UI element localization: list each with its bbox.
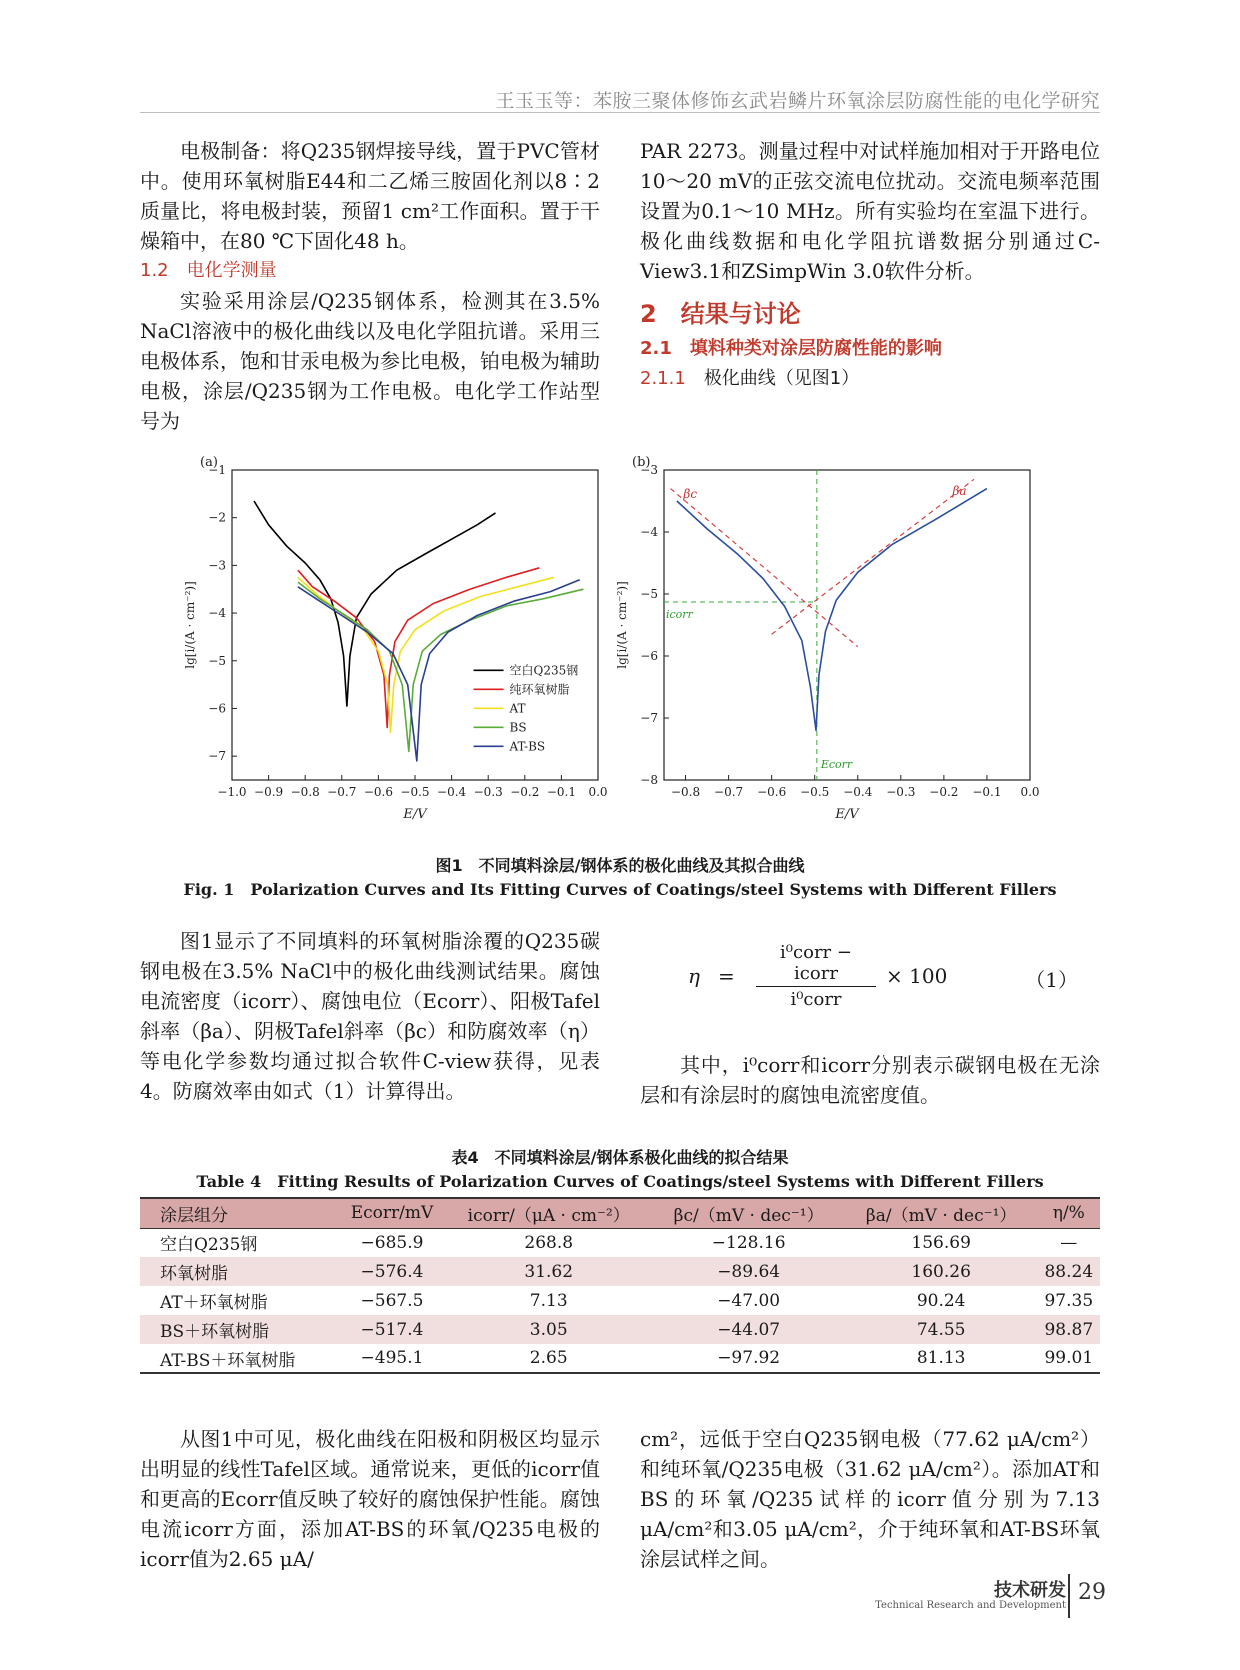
chart-a-svg — [180, 450, 630, 830]
table-cell: 88.24 — [1038, 1257, 1100, 1286]
footer-section-en: Technical Research and Development — [875, 1600, 1066, 1611]
x-tick-label: 0.0 — [1020, 785, 1040, 799]
x-tick-label: −0.9 — [254, 785, 284, 799]
table-cell: −576.4 — [339, 1257, 445, 1286]
legend-label: 纯环氧树脂 — [509, 682, 570, 697]
footer-divider — [1068, 1574, 1070, 1618]
left-column-mid — [140, 926, 600, 1106]
beta-a-label: βa — [952, 483, 967, 498]
table-cell: 3.05 — [445, 1315, 653, 1344]
table-cell: 7.13 — [529, 1290, 568, 1311]
x-tick-label: −0.2 — [929, 785, 959, 799]
equation-equals: = — [718, 964, 735, 988]
table-header-cell: icorr/（μA · cm⁻²） — [445, 1198, 653, 1228]
x-tick-label: −1.0 — [217, 785, 247, 799]
paragraph-discussion-1: 从图1中可见，极化曲线在阳极和阴极区均显示出明显的线性Tafel区域。通常说来，更低的icorr值和更高的Ecorr值反映了较好的腐蚀保护性能。腐蚀电流icorr方面，添加AT-BS的环氧/Q235电极的icorr值为2.65 μA/ — [140, 1427, 600, 1571]
right-column-top — [640, 136, 1100, 394]
table-cell: −685.9 — [360, 1232, 424, 1253]
x-tick-label: −0.6 — [757, 785, 787, 799]
table-header-cell: 涂层组分 — [140, 1198, 339, 1228]
table-cell: 268.8 — [524, 1232, 574, 1253]
y-tick-label: −7 — [640, 711, 658, 725]
paragraph-discussion-2: cm²，远低于空白Q235钢电极（77.62 μA/cm²）和纯环氧/Q235电极（31.62 μA/cm²）。添加AT和BS的环氧/Q235试样的icorr值分别为7.13 μA/cm²和3.05 μA/cm²，介于纯环氧和AT-BS环氧涂层试样之间。 — [640, 1427, 1100, 1571]
table-cell: — — [1060, 1232, 1078, 1253]
equation-number: （1） — [1025, 968, 1078, 992]
table-cell: −567.5 — [360, 1290, 424, 1311]
table-cell: 31.62 — [445, 1257, 653, 1286]
series-line — [671, 486, 858, 647]
panel-label: (a) — [200, 455, 218, 470]
table-cell: 156.69 — [911, 1232, 971, 1253]
table-row — [140, 1286, 1100, 1315]
running-header: 王玉玉等：苯胺三聚体修饰玄武岩鳞片环氧涂层防腐性能的电化学研究 — [495, 90, 1100, 112]
x-tick-label: −0.4 — [843, 785, 873, 799]
table-cell: 98.87 — [1038, 1315, 1100, 1344]
y-tick-label: −4 — [640, 525, 658, 539]
table-cell: −495.1 — [339, 1344, 445, 1373]
x-tick-label: −0.8 — [290, 785, 320, 799]
x-tick-label: −0.1 — [972, 785, 1002, 799]
x-tick-label: −0.3 — [473, 785, 503, 799]
ecorr-label: Ecorr — [820, 758, 853, 771]
series-line — [677, 486, 987, 731]
table-row — [140, 1228, 1100, 1257]
legend-label: 空白Q235钢 — [509, 663, 579, 678]
table-cell: BS＋环氧树脂 — [140, 1315, 339, 1344]
table-cell: 81.13 — [845, 1344, 1038, 1373]
table-header-cell: βa/（mV · dec⁻¹） — [845, 1198, 1038, 1228]
section-heading-2: 2 结果与讨论 — [640, 300, 801, 328]
equation-numerator: i⁰corr − icorr — [756, 942, 876, 987]
table-caption-en: Table 4 Fitting Results of Polarization Curves of Coatings/steel Systems with Different Fillers — [196, 1172, 1044, 1191]
x-axis-label: E/V — [403, 807, 427, 822]
table-cell: 环氧树脂 — [140, 1257, 339, 1286]
y-tick-label: −2 — [208, 510, 226, 525]
table-cell: −89.64 — [653, 1257, 845, 1286]
paragraph-measurement: 实验采用涂层/Q235钢体系，检测其在3.5% NaCl溶液中的极化曲线以及电化学阻抗谱。采用三电极体系，饱和甘汞电极为参比电极，铂电极为辅助电极，涂层/Q235钢为工作电极。电化学工作站型号为 — [140, 289, 600, 433]
paragraph-electrode-prep: 电极制备：将Q235钢焊接导线，置于PVC管材中。使用环氧树脂E44和二乙烯三胺固化剂以8∶2质量比，将电极封装，预留1 cm²工作面积。置于干燥箱中，在80 ℃下固化48 h。 — [140, 139, 600, 253]
series-line — [772, 479, 974, 634]
table-row — [140, 1344, 1100, 1373]
x-tick-label: −0.4 — [437, 785, 467, 799]
equation-times: × 100 — [886, 964, 948, 988]
x-tick-label: −0.7 — [714, 785, 744, 799]
table-cell: −47.00 — [717, 1290, 781, 1311]
legend-label: AT — [509, 701, 526, 716]
legend-label: BS — [509, 720, 527, 735]
table-cell: −128.16 — [711, 1232, 786, 1253]
table-cell: 160.26 — [845, 1257, 1038, 1286]
x-tick-label: −0.8 — [670, 785, 701, 799]
page-number: 29 — [1078, 1580, 1106, 1605]
x-tick-label: −0.5 — [800, 785, 830, 799]
table-cell: AT＋环氧树脂 — [160, 1293, 268, 1313]
right-column-mid — [640, 1050, 1100, 1110]
chart-b — [612, 450, 1062, 830]
table-row — [140, 1257, 1100, 1286]
y-tick-label: −4 — [208, 606, 226, 621]
table-cell: 90.24 — [916, 1290, 966, 1311]
paragraph-where: 其中，i⁰corr和icorr分别表示碳钢电极在无涂层和有涂层时的腐蚀电流密度值。 — [640, 1053, 1100, 1107]
equation-denominator: i⁰corr — [790, 989, 842, 1010]
figure-caption-en: Fig. 1 Polarization Curves and Its Fitting Curves of Coatings/steel Systems with Different Fillers — [183, 880, 1057, 899]
equation-eta: η — [688, 964, 700, 988]
table-header-cell: Ecorr/mV — [339, 1198, 445, 1228]
table-row — [140, 1315, 1100, 1344]
equation-fraction — [756, 942, 876, 1010]
figure-caption-cn: 图1 不同填料涂层/钢体系的极化曲线及其拟合曲线 — [435, 856, 805, 875]
paragraph-figure1-desc: 图1显示了不同填料的环氧树脂涂覆的Q235碳钢电极在3.5% NaCl中的极化曲线测试结果。腐蚀电流密度（icorr）、腐蚀电位（Ecorr）、阳极Tafel斜率（βa）、阴极Tafel斜率（βc）和防腐效率（η）等电化学参数均通过拟合软件C-view获得，见表4。防腐效率由如式（1）计算得出。 — [140, 929, 600, 1103]
panel-label: (b) — [632, 455, 651, 470]
x-tick-label: −0.7 — [327, 785, 357, 799]
icorr-label: icorr — [666, 608, 693, 622]
plot-frame — [664, 470, 1030, 780]
table-cell: −44.07 — [653, 1315, 845, 1344]
header-rule — [140, 112, 1100, 113]
plot-frame — [232, 470, 598, 780]
section-heading-2-1: 2.1 填料种类对涂层防腐性能的影响 — [640, 338, 942, 359]
table-cell: 2.65 — [445, 1344, 653, 1373]
x-tick-label: 0.0 — [588, 785, 608, 799]
beta-c-label: βc — [683, 486, 698, 501]
heading-text: 极化曲线（见图1） — [703, 368, 860, 389]
table-cell: 空白Q235钢 — [160, 1235, 258, 1256]
y-tick-label: −8 — [640, 773, 658, 787]
y-tick-label: −6 — [640, 649, 658, 663]
table-cell: −97.92 — [653, 1344, 845, 1373]
table-cell: −517.4 — [339, 1315, 445, 1344]
y-tick-label: −7 — [208, 749, 226, 764]
table-header-row — [140, 1198, 1100, 1228]
y-tick-label: −5 — [640, 587, 658, 601]
x-axis-label: E/V — [835, 807, 859, 822]
left-column-top — [140, 136, 600, 436]
y-tick-label: −1 — [208, 463, 226, 477]
x-tick-label: −0.1 — [546, 785, 576, 799]
y-tick-label: −6 — [208, 701, 226, 716]
table-cell: AT-BS＋环氧树脂 — [140, 1344, 339, 1373]
chart-b-svg — [612, 450, 1062, 830]
x-tick-label: −0.3 — [886, 785, 916, 799]
y-axis-label: lg[i/(A · cm⁻²)] — [183, 581, 197, 669]
results-table — [140, 1197, 1100, 1374]
table-cell: 99.01 — [1038, 1344, 1100, 1373]
legend-label: AT-BS — [509, 739, 546, 754]
left-column-bottom — [140, 1424, 600, 1574]
y-tick-label: −3 — [640, 463, 658, 477]
right-column-bottom — [640, 1424, 1100, 1574]
x-tick-label: −0.6 — [363, 785, 393, 799]
paragraph-par2273: PAR 2273。测量过程中对试样施加相对于开路电位10～20 mV的正弦交流电位扰动。交流电频率范围设置为0.1～10 MHz。所有实验均在室温下进行。极化曲线数据和电化学阻抗谱数据分别通过C-View3.1和ZSimpWin 3.0软件分析。 — [640, 139, 1100, 283]
section-heading-1-2: 1.2 电化学测量 — [140, 260, 277, 281]
series-line — [254, 501, 496, 706]
equation-1 — [640, 932, 1100, 1012]
x-tick-label: −0.5 — [400, 785, 430, 799]
chart-a — [180, 450, 630, 830]
x-tick-label: −0.2 — [510, 785, 540, 799]
table-header-cell: η/% — [1038, 1198, 1100, 1228]
footer-section-cn: 技术研发 — [994, 1580, 1066, 1601]
table-cell: 74.55 — [845, 1315, 1038, 1344]
y-tick-label: −3 — [208, 558, 226, 573]
table-cell: 97.35 — [1044, 1290, 1094, 1311]
series-line — [298, 568, 540, 728]
table-caption-cn: 表4 不同填料涂层/钢体系极化曲线的拟合结果 — [451, 1148, 789, 1167]
y-tick-label: −5 — [208, 653, 226, 668]
table-header-cell: βc/（mV · dec⁻¹） — [653, 1198, 845, 1228]
y-axis-label: lg[i/(A · cm⁻²)] — [615, 581, 629, 669]
heading-number: 2.1.1 — [640, 368, 704, 389]
section-heading-2-1-1 — [640, 364, 1100, 394]
